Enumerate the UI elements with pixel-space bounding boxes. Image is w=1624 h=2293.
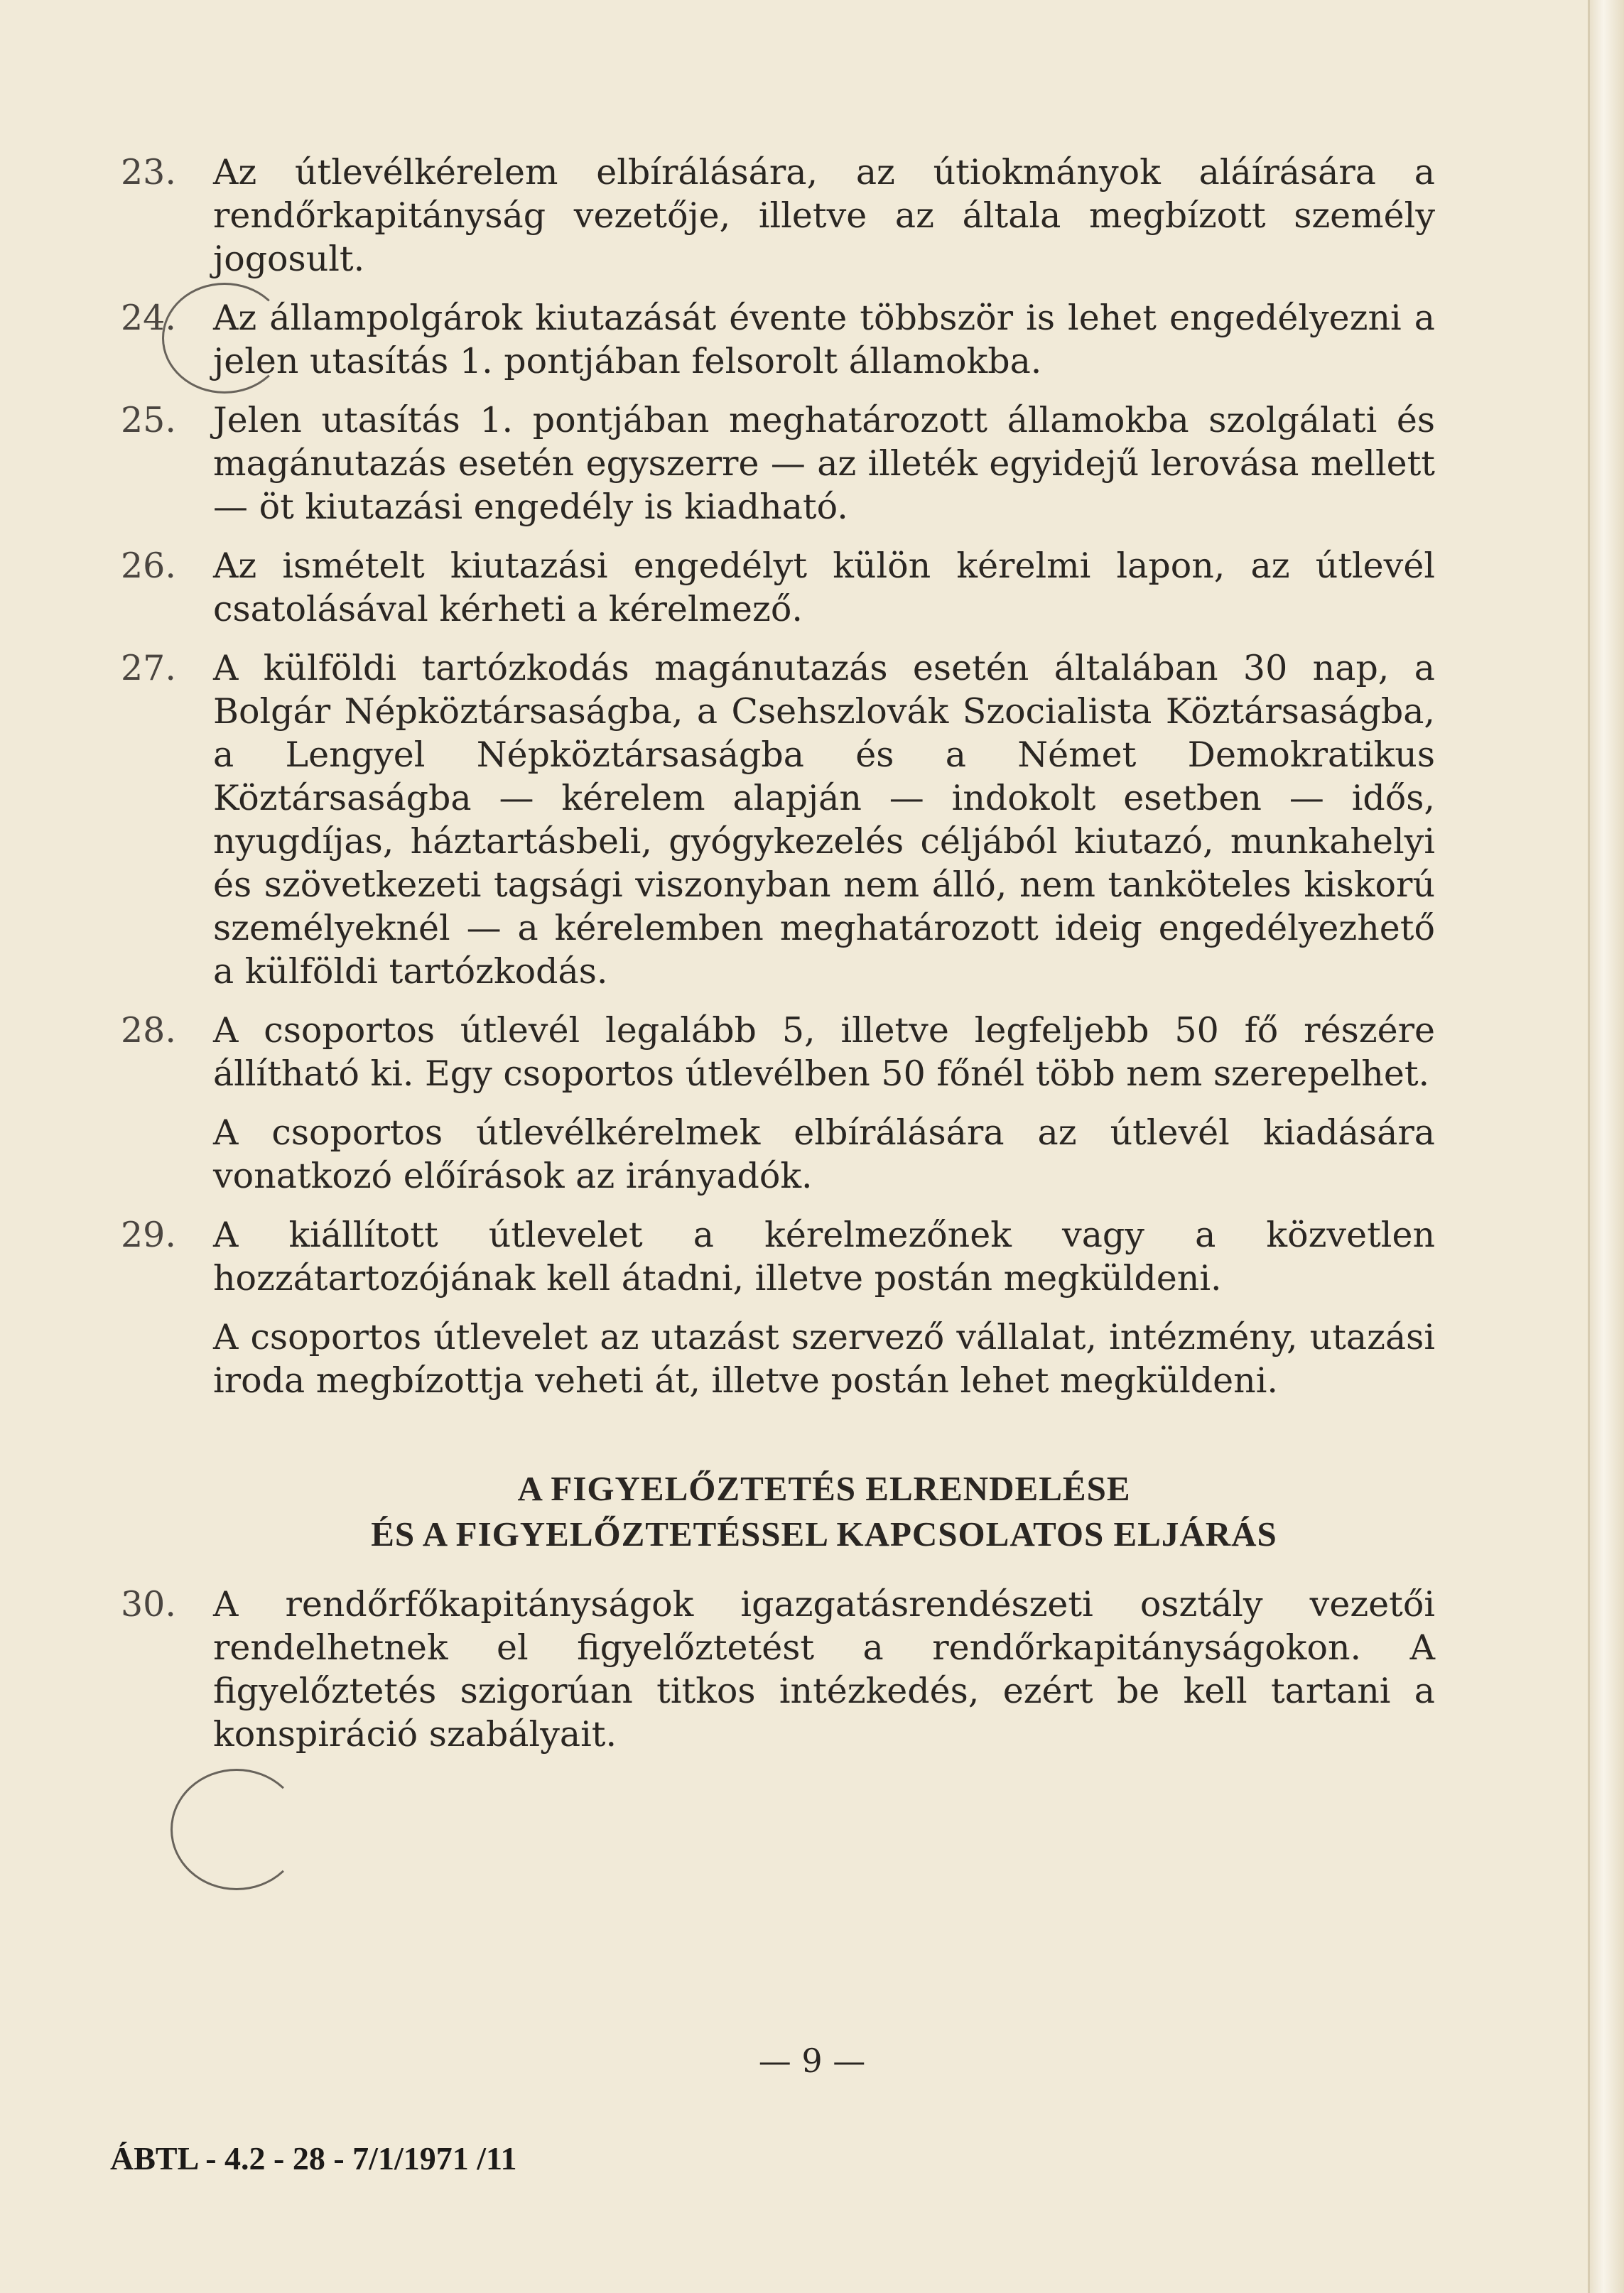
section-heading-line-2: ÉS A FIGYELŐZTETÉSSEL KAPCSOLATOS ELJÁRÁS xyxy=(371,1514,1277,1554)
section-heading xyxy=(213,1466,1435,1557)
paragraph-text: Jelen utasítás 1. pontjában meghatározott államokba szolgálati és magánutazás esetén egyszerre — az illeték egyidejű lerovása mellett — öt kiutazási engedély is kiadható. xyxy=(213,400,1435,527)
paragraph-text: A rendőrfőkapitányságok igazgatásrendészeti osztály vezetői rendelhetnek el figyelőztetést a rendőrkapitányságokon. A figyelőztetés szigorúan titkos intézkedés, ezért be kell tartani a konspiráció szabályait. xyxy=(213,1584,1435,1755)
document-body xyxy=(121,151,1435,1772)
archive-reference: ÁBTL - 4.2 - 28 - 7/1/1971 /11 xyxy=(110,2140,517,2177)
paragraph-text: A csoportos útlevél legalább 5, illetve legfeljebb 50 fő részére állítható ki. Egy csoportos útlevélben 50 főnél több nem szerepelhet. xyxy=(213,1010,1435,1094)
paragraph-28 xyxy=(121,1009,1435,1095)
paragraph-text: Az állampolgárok kiutazását évente többször is lehet engedélyezni a jelen utasítás 1. pontjában felsorolt államokba. xyxy=(213,298,1435,381)
section-heading-line-1: A FIGYELŐZTETÉS ELRENDELÉSE xyxy=(517,1469,1131,1508)
paragraph-24 xyxy=(121,296,1435,383)
paragraph-30 xyxy=(121,1583,1435,1756)
paragraph-text: A külföldi tartózkodás magánutazás esetén általában 30 nap, a Bolgár Népköztársaságba, a Csehszlovák Szocialista Köztársaságba, a Lengyel Népköztársaságba és a Német Demokratikus Köztársaságba — kérelem alapján — indokolt esetben — idős, nyugdíjas, háztartásbeli, gyógykezelés céljából kiutazó, munkahelyi és szövetkezeti tagsági viszonyban nem álló, nem tanköteles kiskorú személyeknél — a kérelemben meghatározott ideig engedélyezhető a külföldi tartózkodás. xyxy=(213,648,1435,992)
paragraph-number: 24. xyxy=(121,298,176,338)
paragraph-29-continuation: A csoportos útlevelet az utazást szervező vállalat, intézmény, utazási iroda megbízottja veheti át, illetve postán lehet megküldeni. xyxy=(213,1317,1435,1401)
paragraph-number: 30. xyxy=(121,1584,176,1625)
page-edge xyxy=(1588,0,1624,2293)
paragraph-number: 29. xyxy=(121,1215,176,1255)
page-number: — 9 — xyxy=(758,2042,866,2080)
handwritten-circle-30 xyxy=(170,1769,303,1890)
paragraph-number: 28. xyxy=(121,1010,176,1051)
paragraph-text: A kiállított útlevelet a kérelmezőnek vagy a közvetlen hozzátartozójának kell átadni, illetve postán megküldeni. xyxy=(213,1215,1435,1299)
paragraph-27 xyxy=(121,646,1435,993)
paragraph-28-continuation: A csoportos útlevélkérelmek elbírálására az útlevél kiadására vonatkozó előírások az irányadók. xyxy=(213,1112,1435,1196)
paragraph-23 xyxy=(121,151,1435,281)
paragraph-26 xyxy=(121,544,1435,631)
paragraph-29 xyxy=(121,1213,1435,1300)
paragraph-number: 26. xyxy=(121,546,176,586)
paragraph-number: 23. xyxy=(121,152,176,193)
paragraph-text: Az ismételt kiutazási engedélyt külön kérelmi lapon, az útlevél csatolásával kérheti a kérelmező. xyxy=(213,546,1435,629)
paragraph-number: 27. xyxy=(121,648,176,688)
paragraph-text: Az útlevélkérelem elbírálására, az útiokmányok aláírására a rendőrkapitányság vezetője, illetve az általa megbízott személy jogosult. xyxy=(213,152,1435,279)
paragraph-number: 25. xyxy=(121,400,176,440)
paragraph-25 xyxy=(121,399,1435,528)
